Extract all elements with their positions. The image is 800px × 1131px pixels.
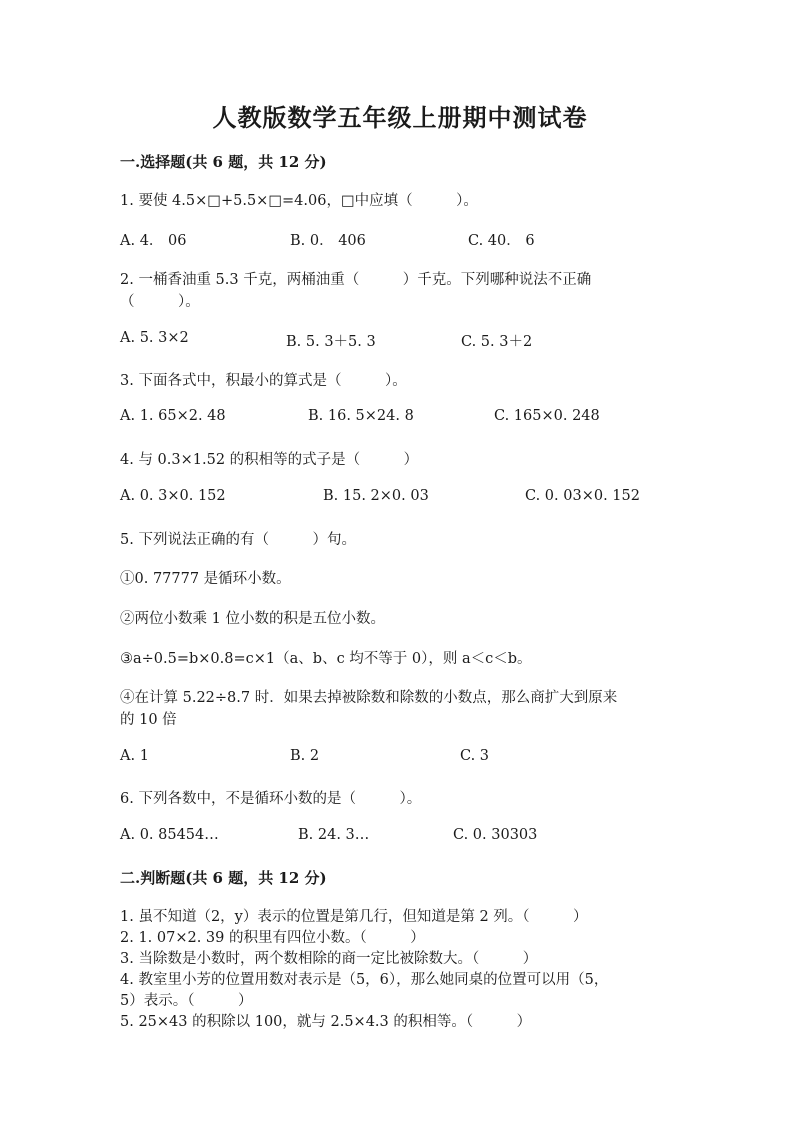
question-3: 3. 下面各式中，积最小的算式是（ ）。 xyxy=(120,373,407,389)
q6-option-c: C. 0. 30303 xyxy=(453,827,538,843)
q5-statement-1: ①0. 77777 是循环小数。 xyxy=(120,571,291,587)
q2-option-b: B. 5. 3＋5. 3 xyxy=(286,334,376,350)
judge-item-1: 1. 虽不知道（2，y）表示的位置是第几行，但知道是第 2 列。（ ） xyxy=(120,909,588,925)
q1-option-a: A. 4． 06 xyxy=(120,233,187,249)
judge-item-5: 5. 25×43 的积除以 100，就与 2.5×4.3 的积相等。（ ） xyxy=(120,1014,532,1030)
q4-option-b: B. 15. 2×0. 03 xyxy=(323,488,429,504)
question-5: 5. 下列说法正确的有（ ）句。 xyxy=(120,532,356,548)
q2-option-a: A. 5. 3×2 xyxy=(120,330,189,346)
section-choice-heading: 一.选择题(共 6 题，共 12 分) xyxy=(120,153,327,171)
judge-item-3: 3. 当除数是小数时，两个数相除的商一定比被除数大。（ ） xyxy=(120,951,538,967)
section-judge-heading: 二.判断题(共 6 题，共 12 分) xyxy=(120,869,327,887)
q5-option-c: C. 3 xyxy=(460,748,490,764)
question-2-line2: （ ）。 xyxy=(120,294,200,310)
page-title: 人教版数学五年级上册期中测试卷 xyxy=(212,103,588,132)
q5-statement-3: ③a÷0.5=b×0.8=c×1（a、b、c 均不等于 0），则 a＜c＜b。 xyxy=(120,651,532,667)
q2-option-c: C. 5. 3＋2 xyxy=(461,334,533,350)
q1-option-b: B. 0． 406 xyxy=(290,233,366,249)
q6-option-b: B. 24. 3… xyxy=(298,827,370,843)
q6-option-a: A. 0. 85454… xyxy=(120,827,219,843)
question-2-line1: 2. 一桶香油重 5.3 千克，两桶油重（ ）千克。下列哪种说法不正确 xyxy=(120,272,592,288)
q5-statement-2: ②两位小数乘 1 位小数的积是五位小数。 xyxy=(120,611,385,627)
q5-option-a: A. 1 xyxy=(120,748,149,764)
judge-item-4-line1: 4. 教室里小芳的位置用数对表示是（5，6），那么她同桌的位置可以用（5， xyxy=(120,972,609,988)
judge-item-4-line2: 5）表示。（ ） xyxy=(120,993,253,1009)
q4-option-a: A. 0. 3×0. 152 xyxy=(120,488,226,504)
q4-option-c: C. 0. 03×0. 152 xyxy=(525,488,640,504)
q5-option-b: B. 2 xyxy=(290,748,320,764)
q5-statement-4-line2: 的 10 倍 xyxy=(120,712,177,728)
question-1: 1. 要使 4.5×□+5.5×□=4.06，□中应填（ ）。 xyxy=(120,193,478,209)
question-4: 4. 与 0.3×1.52 的积相等的式子是（ ） xyxy=(120,452,419,468)
q5-statement-4-line1: ④在计算 5.22÷8.7 时．如果去掉被除数和除数的小数点，那么商扩大到原来 xyxy=(120,690,618,706)
q1-option-c: C. 40． 6 xyxy=(468,233,535,249)
question-6: 6. 下列各数中，不是循环小数的是（ ）。 xyxy=(120,791,422,807)
q3-option-b: B. 16. 5×24. 8 xyxy=(308,408,414,424)
q3-option-a: A. 1. 65×2. 48 xyxy=(120,408,226,424)
q3-option-c: C. 165×0. 248 xyxy=(494,408,600,424)
judge-item-2: 2. 1. 07×2. 39 的积里有四位小数。（ ） xyxy=(120,930,425,946)
